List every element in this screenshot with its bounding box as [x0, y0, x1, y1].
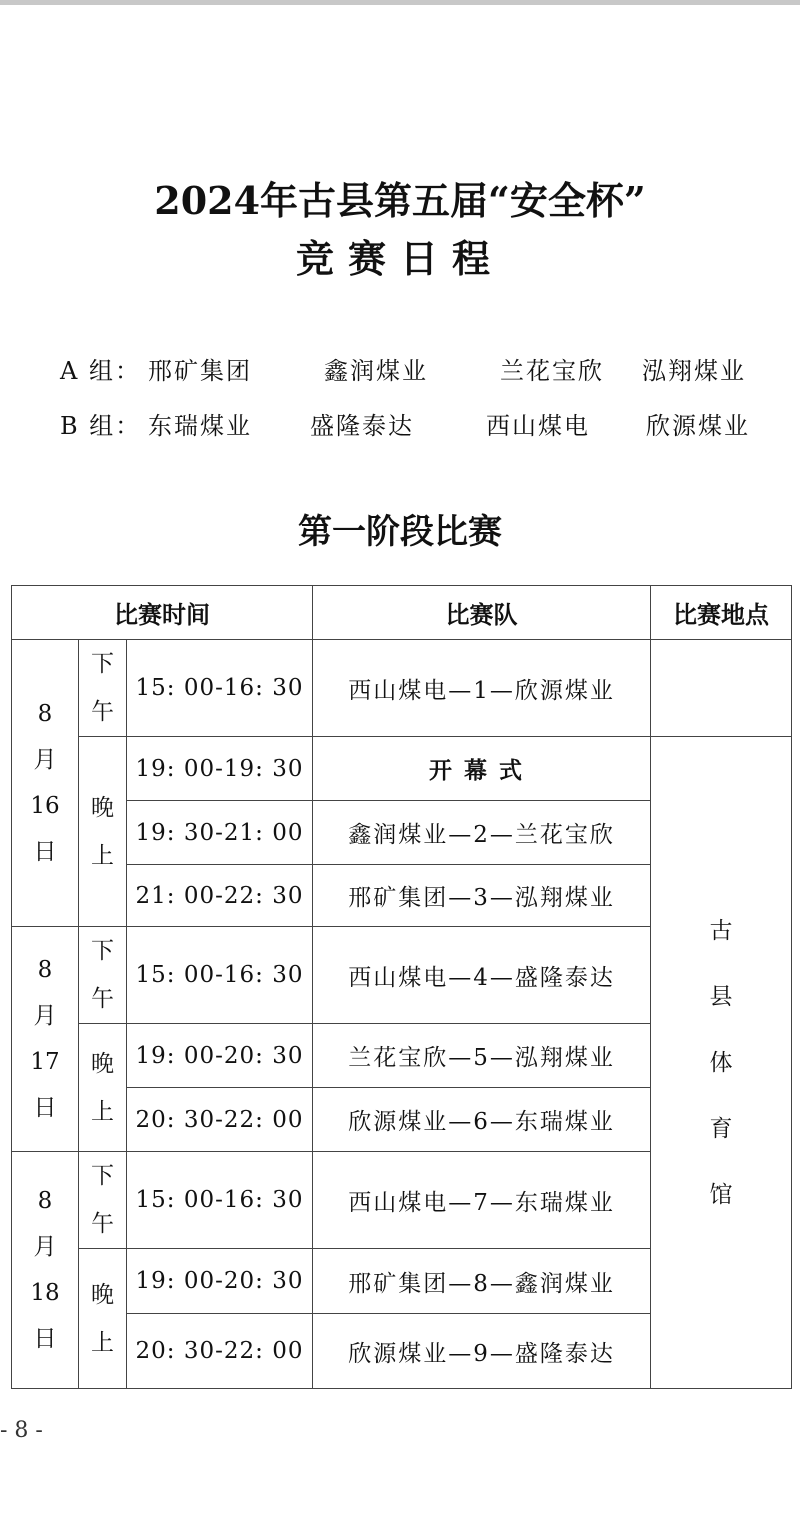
venue-cell: 古 县 体 育 馆 [651, 737, 792, 1389]
time-cell: 15: 00-16: 30 [127, 927, 313, 1024]
top-border-bar [0, 0, 800, 5]
group-a-team-4: 泓翔煤业 [642, 357, 746, 385]
page-title-line2: 竞赛日程 [295, 236, 504, 281]
time-cell: 21: 00-22: 30 [127, 865, 313, 927]
period-afternoon: 下 午 [79, 927, 127, 1024]
page-number: - 8 - [0, 1418, 43, 1443]
group-b-team-4: 欣源煤业 [646, 412, 750, 440]
match-cell: 邢矿集团—8—鑫润煤业 [313, 1249, 651, 1314]
time-cell: 15: 00-16: 30 [127, 640, 313, 737]
match-cell: 邢矿集团—3—泓翔煤业 [313, 865, 651, 927]
match-cell: 西山煤电—1—欣源煤业 [313, 640, 651, 737]
schedule-table [11, 585, 792, 1389]
period-afternoon: 下 午 [79, 1152, 127, 1249]
date-cell-aug18: 8 月 18 日 [12, 1152, 79, 1389]
table-row [12, 640, 792, 737]
match-cell: 鑫润煤业—2—兰花宝欣 [313, 801, 651, 865]
venue-blank-cell [651, 640, 792, 737]
match-cell: 欣源煤业—6—东瑞煤业 [313, 1088, 651, 1152]
group-a-label: A 组： [60, 357, 141, 385]
group-a-team-2: 鑫润煤业 [324, 357, 428, 385]
page-title-line1: 2024年古县第五届“安全杯” [154, 178, 646, 223]
time-cell: 19: 00-19: 30 [127, 737, 313, 801]
date-cell-aug16: 8 月 16 日 [12, 640, 79, 927]
stage-title: 第一阶段比赛 [298, 512, 502, 552]
time-cell: 19: 00-20: 30 [127, 1024, 313, 1088]
header-teams: 比赛队 [313, 586, 651, 640]
match-cell: 欣源煤业—9—盛隆泰达 [313, 1314, 651, 1389]
header-time: 比赛时间 [12, 586, 313, 640]
time-cell: 20: 30-22: 00 [127, 1314, 313, 1389]
time-cell: 20: 30-22: 00 [127, 1088, 313, 1152]
group-b-team-3: 西山煤电 [486, 412, 590, 440]
table-header-row [12, 586, 792, 640]
time-cell: 19: 00-20: 30 [127, 1249, 313, 1314]
opening-ceremony-cell: 开幕式 [313, 737, 651, 801]
period-afternoon: 下 午 [79, 640, 127, 737]
period-evening: 晚 上 [79, 1249, 127, 1389]
time-cell: 19: 30-21: 00 [127, 801, 313, 865]
match-cell: 西山煤电—4—盛隆泰达 [313, 927, 651, 1024]
match-cell: 西山煤电—7—东瑞煤业 [313, 1152, 651, 1249]
group-a-team-3: 兰花宝欣 [500, 357, 604, 385]
match-cell: 兰花宝欣—5—泓翔煤业 [313, 1024, 651, 1088]
group-b-team-2: 盛隆泰达 [310, 412, 414, 440]
group-b-label: B 组： [60, 412, 142, 440]
header-venue: 比赛地点 [651, 586, 792, 640]
group-b-team-1: 东瑞煤业 [148, 412, 252, 440]
table-row [12, 737, 792, 801]
period-evening: 晚 上 [79, 1024, 127, 1152]
date-cell-aug17: 8 月 17 日 [12, 927, 79, 1152]
time-cell: 15: 00-16: 30 [127, 1152, 313, 1249]
group-a-team-1: 邢矿集团 [148, 357, 252, 385]
period-evening: 晚 上 [79, 737, 127, 927]
